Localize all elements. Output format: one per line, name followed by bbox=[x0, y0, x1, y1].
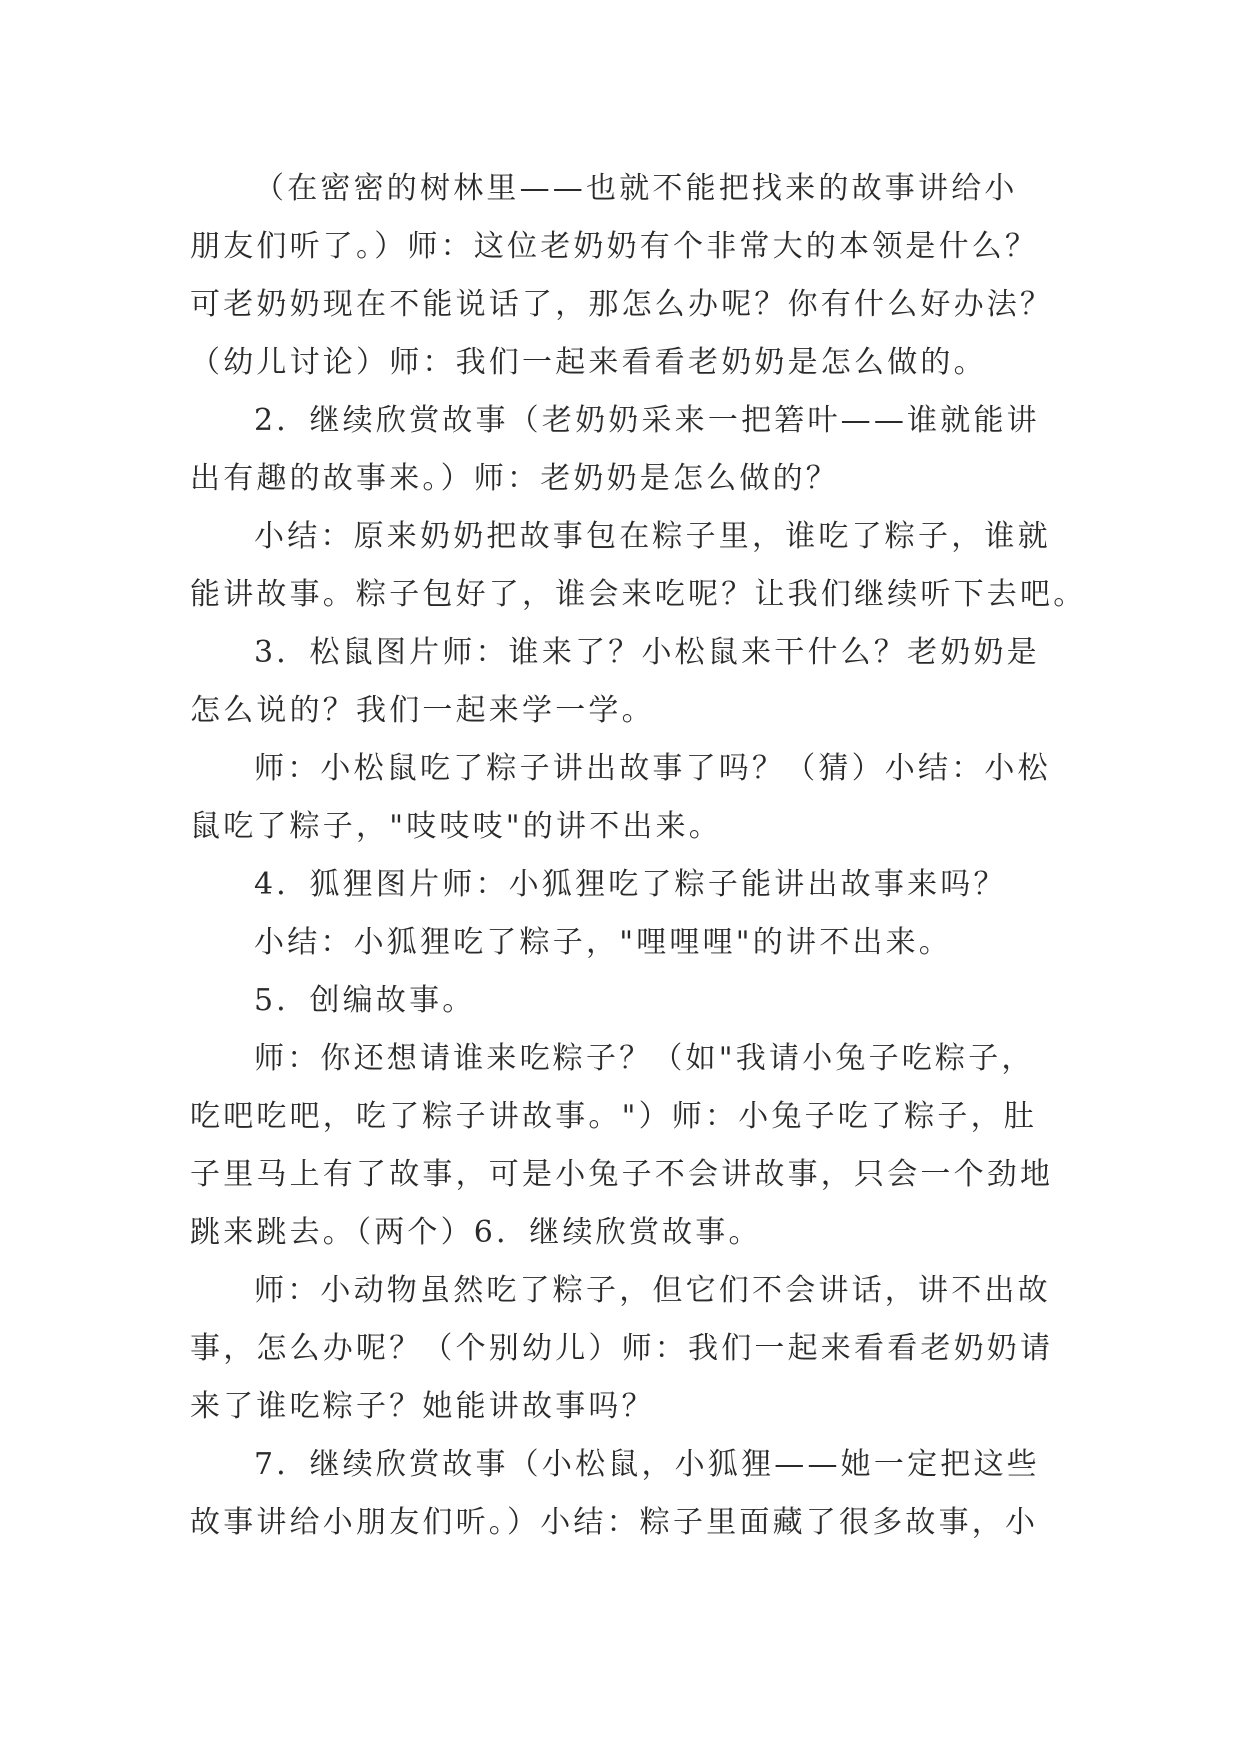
text-line: 出有趣的故事来。）师：老奶奶是怎么做的？ bbox=[190, 461, 839, 496]
text-line: 小结：小狐狸吃了粽子，"哩哩哩"的讲不出来。 bbox=[254, 925, 952, 960]
text-line: 子里马上有了故事，可是小兔子不会讲故事，只会一个劲地 bbox=[190, 1157, 1054, 1192]
text-line: 来了谁吃粽子？她能讲故事吗？ bbox=[190, 1389, 655, 1424]
body-text bbox=[190, 160, 1087, 1552]
text-line: 朋友们听了。）师：这位老奶奶有个非常大的本领是什么？ bbox=[190, 229, 1039, 264]
text-line: 师：小动物虽然吃了粽子，但它们不会讲话，讲不出故 bbox=[254, 1273, 1051, 1308]
text-line: 怎么说的？我们一起来学一学。 bbox=[190, 693, 655, 728]
text-line: 跳来跳去。（两个）6．继续欣赏故事。 bbox=[190, 1215, 762, 1250]
text-line: 4．狐狸图片师：小狐狸吃了粽子能讲出故事来吗？ bbox=[254, 867, 1007, 902]
text-line: 小结：原来奶奶把故事包在粽子里，谁吃了粽子，谁就 bbox=[254, 519, 1051, 554]
text-line: 吃吧吃吧，吃了粽子讲故事。"）师：小兔子吃了粽子，肚 bbox=[190, 1099, 1037, 1134]
text-line: （幼儿讨论）师：我们一起来看看老奶奶是怎么做的。 bbox=[190, 345, 987, 380]
text-line: 能讲故事。粽子包好了，谁会来吃呢？让我们继续听下去吧。 bbox=[190, 577, 1087, 612]
text-line: （在密密的树林里——也就不能把找来的故事讲给小 bbox=[254, 171, 1018, 206]
text-line: 故事讲给小朋友们听。）小结：粽子里面藏了很多故事，小 bbox=[190, 1505, 1039, 1540]
text-line: 鼠吃了粽子，"吱吱吱"的讲不出来。 bbox=[190, 809, 722, 844]
text-line: 5．创编故事。 bbox=[254, 983, 476, 1018]
text-line: 事，怎么办呢？（个别幼儿）师：我们一起来看看老奶奶请 bbox=[190, 1331, 1054, 1366]
text-line: 3．松鼠图片师：谁来了？小松鼠来干什么？老奶奶是 bbox=[254, 635, 1040, 670]
text-line: 可老奶奶现在不能说话了，那怎么办呢？你有什么好办法？ bbox=[190, 287, 1054, 322]
text-line: 师：你还想请谁来吃粽子？（如"我请小兔子吃粽子， bbox=[254, 1041, 1035, 1076]
text-line: 2．继续欣赏故事（老奶奶采来一把箬叶——谁就能讲 bbox=[254, 403, 1040, 438]
text-line: 师：小松鼠吃了粽子讲出故事了吗？（猜）小结：小松 bbox=[254, 751, 1051, 786]
text-line: 7．继续欣赏故事（小松鼠，小狐狸——她一定把这些 bbox=[254, 1447, 1040, 1482]
